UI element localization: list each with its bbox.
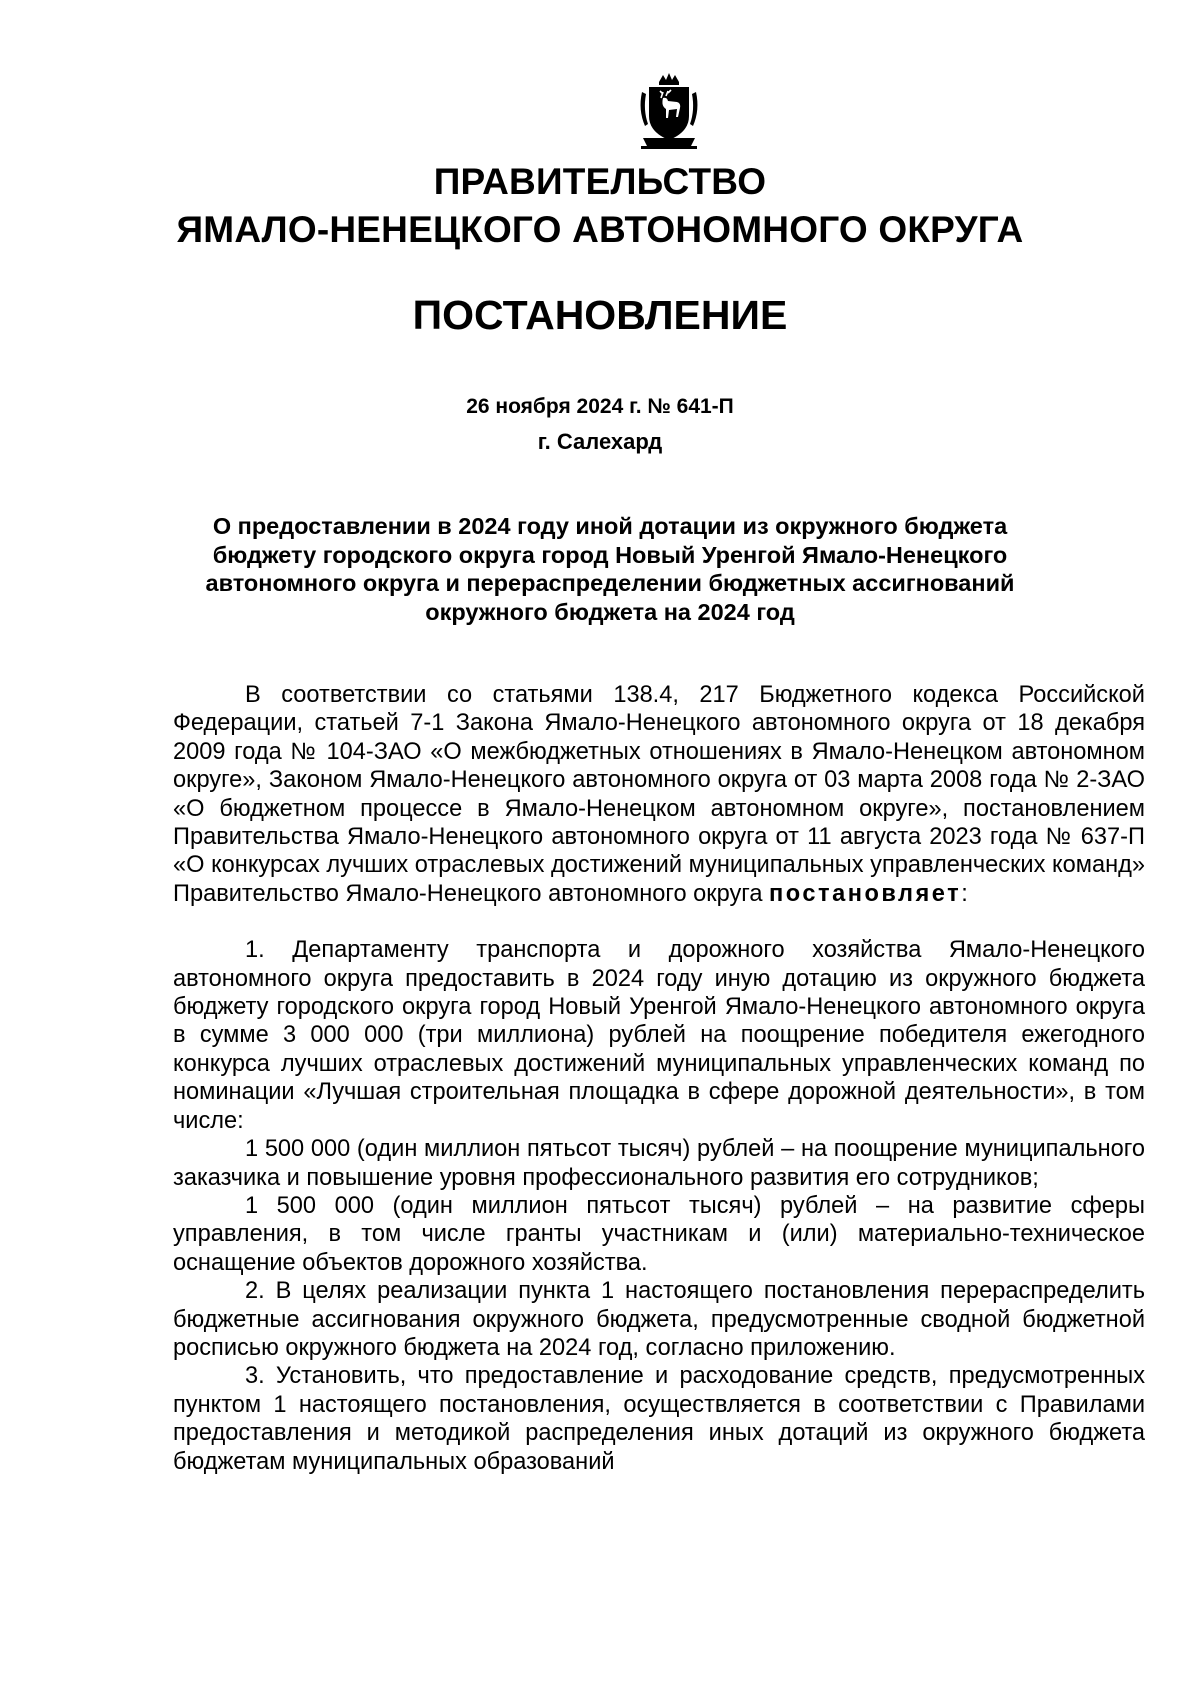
document-date-number: 26 ноября 2024 г. № 641-П — [466, 395, 734, 418]
preamble-verb: постановляет — [769, 880, 962, 907]
preamble-paragraph — [173, 681, 1145, 908]
subject-line3: автономного округа и перераспределении бюджетных ассигнований — [205, 570, 1015, 596]
item-3-paragraph: 3. Установить, что предоставление и расходование средств, предусмотренных пунктом 1 настоящего постановления, осуществляется в соответствии с Правилами предоставления и методикой распределения иных дотаций из окружного бюджета бюджетам муниципальных образований — [173, 1363, 1145, 1475]
government-title-line1: ПРАВИТЕЛЬСТВО — [433, 161, 767, 202]
document-subject — [180, 512, 1040, 626]
subject-line2: бюджету городского округа город Новый Уренгой Ямало-Ненецкого — [212, 541, 1008, 568]
coat-of-arms-icon — [633, 72, 705, 152]
item-1-sub-2-paragraph: 1 500 000 (один миллион пятьсот тысяч) рублей – на развитие сферы управления, в том числе гранты участникам и (или) материально-техническое оснащение объектов дорожного хозяйства. — [173, 1192, 1145, 1276]
item-1-paragraph: 1. Департаменту транспорта и дорожного хозяйства Ямало-Ненецкого автономного округа предоставить в 2024 году иную дотацию из окружного бюджета бюджету городского округа город Новый Уренгой Ямало-Ненецкого автономного округа в сумме 3 000 000 (три миллиона) рублей на поощрение победителя ежегодного конкурса лучших отраслевых достижений муниципальных управленческих команд по номинации «Лучшая строительная площадка в сфере дорожной деятельности», в том числе: — [173, 937, 1145, 1134]
subject-line1: О предоставлении в 2024 году иной дотации из окружного бюджета — [212, 513, 1008, 539]
document-city: г. Салехард — [537, 429, 663, 454]
preamble-text: В соответствии со статьями 138.4, 217 Бюджетного кодекса Российской Федерации, статьей 7-1 Закона Ямало-Ненецкого автономного округа от 18 декабря 2009 года № 104-ЗАО «О межбюджетных отношениях в Ямало-Ненецком автономном округе», Законом Ямало-Ненецкого автономного округа от 03 марта 2008 года № 2-ЗАО «О бюджетном процессе в Ямало-Ненецком автономном округе», постановлением Правительства Ямало-Ненецкого автономного округа от 11 августа 2023 года № 637-П «О конкурсах лучших отраслевых достижений муниципальных управленческих команд» Правительство Ямало-Ненецкого автономного округа — [173, 682, 1145, 907]
document-type: ПОСТАНОВЛЕНИЕ — [412, 292, 788, 338]
subject-line4: окружного бюджета на 2024 год — [425, 598, 795, 625]
preamble-end: : — [961, 880, 968, 907]
government-title — [0, 158, 1200, 254]
item-1-sub-1-paragraph: 1 500 000 (один миллион пятьсот тысяч) рублей – на поощрение муниципального заказчика и повышение уровня профессионального развития его сотрудников; — [173, 1136, 1145, 1191]
document-body — [173, 681, 1145, 1476]
government-title-line2: ЯМАЛО-НЕНЕЦКОГО АВТОНОМНОГО ОКРУГА — [176, 209, 1024, 250]
item-2-paragraph: 2. В целях реализации пункта 1 настоящего постановления перераспределить бюджетные ассигнования окружного бюджета, предусмотренные сводной бюджетной росписью окружного бюджета на 2024 год, согласно приложению. — [173, 1278, 1145, 1361]
